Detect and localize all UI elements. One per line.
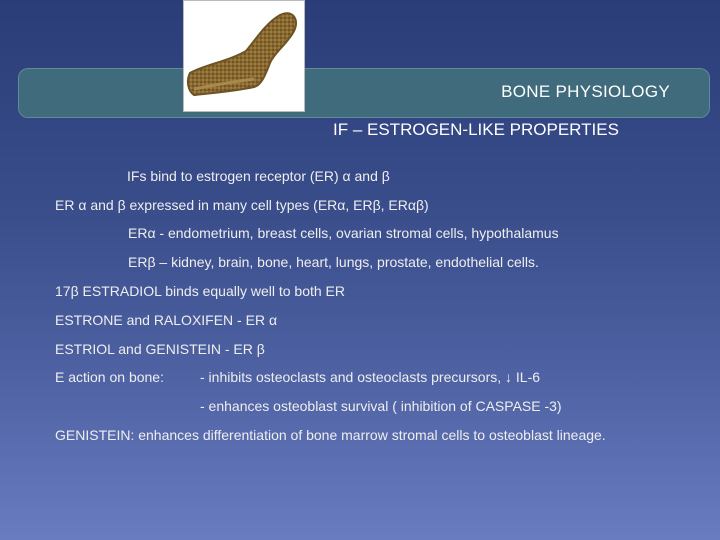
body-line-estriol: ESTRIOL and GENISTEIN - ER β xyxy=(55,341,265,357)
body-line-er-beta: ERβ – kidney, brain, bone, heart, lungs, prostate, endothelial cells. xyxy=(128,254,539,270)
body-line-er-alpha: ERα - endometrium, breast cells, ovarian stromal cells, hypothalamus xyxy=(128,225,559,241)
body-line-inhibits-osteoclasts: - inhibits osteoclasts and osteoclasts precursors, ↓ IL-6 xyxy=(200,369,541,385)
bone-image xyxy=(184,1,304,111)
body-line-er-expressed: ER α and β expressed in many cell types (ERα, ERβ, ERαβ) xyxy=(55,197,429,213)
body-line-e-action-label: E action on bone: xyxy=(55,369,164,385)
body-line-genistein: GENISTEIN: enhances differentiation of bone marrow stromal cells to osteoblast lineage. xyxy=(55,427,606,443)
body-line-enhances-osteoblast: - enhances osteoblast survival ( inhibition of CASPASE -3) xyxy=(200,398,562,414)
body-line-estrone: ESTRONE and RALOXIFEN - ER α xyxy=(55,312,278,328)
slide-subtitle: IF – ESTROGEN-LIKE PROPERTIES xyxy=(333,120,619,139)
body-line-estradiol: 17β ESTRADIOL binds equally well to both ER xyxy=(55,283,346,299)
bone-photo xyxy=(183,0,305,112)
slide-title: BONE PHYSIOLOGY xyxy=(501,82,670,101)
body-line-ifs-bind: IFs bind to estrogen receptor (ER) α and β xyxy=(127,168,390,184)
